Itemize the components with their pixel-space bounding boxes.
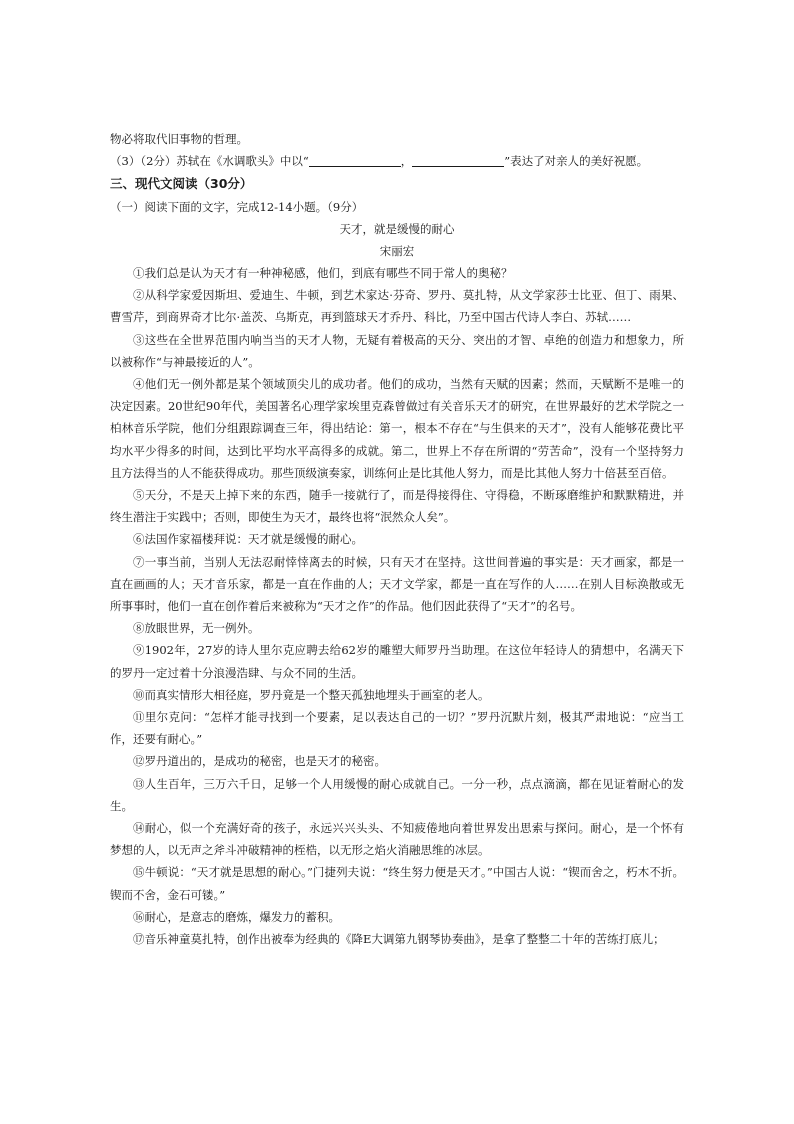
paragraph-14: ⑭耐心，似一个充满好奇的孩子，永远兴兴头头、不知疲倦地向着世界发出思索与探问。耐心，是一个怀有梦想的人，以无声之斧斗冲破精神的桎梏，以无形之焰火消融思维的冰层。 xyxy=(110,821,684,858)
article-title: 天才，就是缓慢的耐心 xyxy=(339,222,455,236)
paragraph-6: ⑥法国作家福楼拜说：天才就是缓慢的耐心。 xyxy=(133,532,363,547)
paragraph-9: ⑨1902年，27岁的诗人里尔克应聘去给62岁的雕塑大师罗丹当助理。在这位年轻诗人的猜想中，名满天下的罗丹一定过着十分浪漫浩肆、与众不同的生活。 xyxy=(110,643,684,680)
exam-page xyxy=(110,128,684,950)
article-author: 宋丽宏 xyxy=(379,244,415,258)
paragraph-15: ⑮牛顿说：“天才就是思想的耐心。”门捷列夫说：“终生努力便是天才。”中国古人说：“锲而舍之，朽木不折。锲而不舍，金石可镂。” xyxy=(110,865,684,902)
paragraph-1: ①我们总是认为天才有一种神秘感，他们，到底有哪些不同于常人的奥秘？ xyxy=(133,266,513,280)
paragraph-5: ⑤天分，不是天上掉下来的东西，随手一接就行了，而是得接得住、守得稳，不断琢磨维护和默默精进，并终生潜注于实践中；否则，即使生为天才，最终也将“泯然众人矣”。 xyxy=(110,488,684,525)
question-3 xyxy=(110,150,684,172)
question-3-prefix: （3）（2分）苏轼在《水调歌头》中以“ xyxy=(110,154,309,168)
paragraph-7: ⑦一事当前，当别人无法忍耐悻悻离去的时候，只有天才在坚持。这世间普遍的事实是：天才画家，都是一直在画画的人；天才音乐家，都是一直在作曲的人；天才文学家，都是一直在写作的人……在别人目标涣散或无所事事时，他们一直在创作着后来被称为“天才之作”的作品。他们因此获得了“天才”的名号。 xyxy=(110,554,684,614)
paragraph-2: ②从科学家爱因斯坦、爱迪生、牛顿，到艺术家达·芬奇、罗丹、莫扎特，从文学家莎士比亚、但丁、雨果、曹雪芹，到商界奇才比尔·盖茨、乌斯克，再到篮球天才乔丹、科比，乃至中国古代诗人李白、苏轼…… xyxy=(110,288,684,325)
paragraph-3: ③这些在全世界范围内响当当的天才人物，无疑有着极高的天分、突出的才智、卓绝的创造力和想象力，所以被称作“与神最接近的人”。 xyxy=(110,332,684,369)
paragraph-8: ⑧放眼世界，无一例外。 xyxy=(133,621,260,636)
paragraph-16: ⑯耐心，是意志的磨炼，爆发力的蓄积。 xyxy=(133,909,340,924)
paragraph-17: ⑰音乐神童莫扎特，创作出被奉为经典的《降E大调第九钢琴协奏曲》，是拿了整整二十年的苦练打底儿； xyxy=(133,932,665,947)
paragraph-13: ⑬人生百年，三万六千日，足够一个人用缓慢的耐心成就自己。一分一秒，点点滴滴，都在见证着耐心的发生。 xyxy=(110,776,684,813)
paragraph-12: ⑫罗丹道出的，是成功的秘密，也是天才的秘密。 xyxy=(133,754,386,769)
question-3-middle: ， xyxy=(400,154,413,168)
previous-question-tail: 物必将取代旧事物的哲理。 xyxy=(110,132,248,146)
paragraph-4: ④他们无一例外都是某个领域顶尖儿的成功者。他们的成功，当然有天赋的因素；然而，天赋断不是唯一的决定因素。20世纪90年代，美国著名心理学家埃里克森曾做过有关音乐天才的研究，在世界最好的艺术学院之一柏林音乐学院，他们分组跟踪调查三年，得出结论：第一，根本不存在“与生俱来的天才”，没有人能够花费比平均水平少得多的时间，达到比平均水平高得多的成就。第二，世界上不存在所谓的“劳苦命”，没有一个坚持努力且方法得当的人不能获得成功。那些顶级演奏家，训练何止是比其他人努力，而是比其他人努力十倍甚至百倍。 xyxy=(110,377,684,480)
section-heading: 三、现代文阅读（30分） xyxy=(110,176,253,191)
paragraph-10: ⑩而真实情形大相径庭，罗丹竟是一个整天孤独地埋头于画室的老人。 xyxy=(133,687,490,702)
answer-blank-2[interactable] xyxy=(412,154,504,167)
subsection-intro: （一）阅读下面的文字，完成12-14小题。（9分） xyxy=(110,200,364,214)
paragraph-11: ⑪里尔克问：“怎样才能寻找到一个要素，足以表达自己的一切？”罗丹沉默片刻，极其严肃地说：“应当工作，还要有耐心。” xyxy=(110,710,684,747)
question-3-suffix: ”表达了对亲人的美好祝愿。 xyxy=(504,154,649,168)
answer-blank-1[interactable] xyxy=(309,154,401,167)
